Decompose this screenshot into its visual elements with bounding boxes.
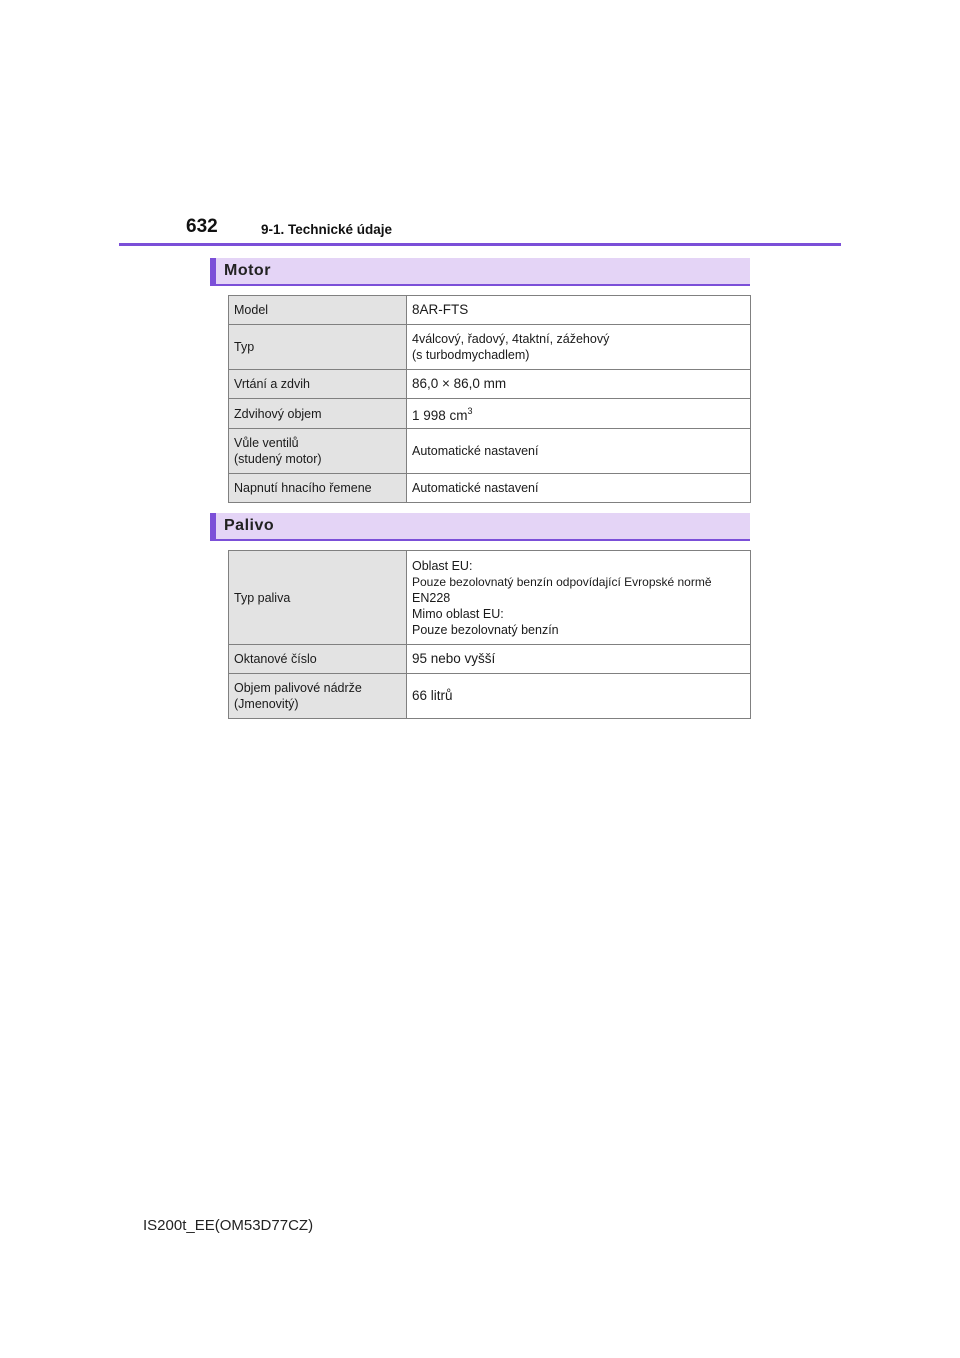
spec-value: 86,0 × 86,0 mm	[407, 370, 751, 399]
spec-label	[229, 674, 407, 719]
spec-label: Napnutí hnacího řemene	[229, 474, 407, 503]
table-row	[229, 551, 751, 645]
document-code: IS200t_EE(OM53D77CZ)	[143, 1217, 314, 1234]
value-line: EN228	[412, 590, 451, 605]
spec-value: Automatické nastavení	[407, 474, 751, 503]
table-row	[229, 645, 751, 674]
spec-label: Oktanové číslo	[229, 645, 407, 674]
value-line: Pouze bezolovnatý benzín	[412, 622, 559, 637]
value-line: 4válcový, řadový, 4taktní, zážehový	[412, 332, 610, 346]
spec-label: Typ paliva	[229, 551, 407, 645]
spec-label	[229, 429, 407, 474]
table-row	[229, 474, 751, 503]
section-header-motor	[210, 258, 750, 286]
spec-label: Vrtání a zdvih	[229, 370, 407, 399]
label-line: Vůle ventilů	[234, 436, 299, 450]
value-line: Oblast EU:	[412, 558, 473, 573]
motor-spec-table	[228, 295, 751, 503]
label-line: Objem palivové nádrže	[234, 681, 362, 695]
table-row	[229, 429, 751, 474]
spec-value	[407, 551, 751, 645]
section-title: Palivo	[224, 517, 275, 534]
superscript: 3	[467, 406, 473, 416]
spec-label: Zdvihový objem	[229, 399, 407, 429]
spec-value	[407, 325, 751, 370]
spec-value: 95 nebo vyšší	[407, 645, 751, 674]
spec-value: Automatické nastavení	[407, 429, 751, 474]
section-breadcrumb: 9-1. Technické údaje	[261, 222, 393, 237]
table-row	[229, 370, 751, 399]
palivo-spec-table	[228, 550, 751, 719]
value-line: (s turbodmychadlem)	[412, 348, 530, 362]
spec-label: Typ	[229, 325, 407, 370]
label-line: (studený motor)	[234, 452, 322, 466]
section-header-palivo	[210, 513, 750, 541]
table-row	[229, 325, 751, 370]
spec-label: Model	[229, 296, 407, 325]
table-row	[229, 399, 751, 429]
table-row	[229, 296, 751, 325]
value-line: Mimo oblast EU:	[412, 606, 504, 621]
label-line: (Jmenovitý)	[234, 697, 299, 711]
spec-value	[407, 399, 751, 429]
section-title: Motor	[224, 262, 271, 279]
spec-value: 8AR-FTS	[407, 296, 751, 325]
value-text: 1 998 cm	[412, 408, 468, 423]
table-row	[229, 674, 751, 719]
spec-value: 66 litrů	[407, 674, 751, 719]
page-number: 632	[186, 216, 218, 237]
header-rule	[119, 243, 841, 246]
value-line: Pouze bezolovnatý benzín odpovídající Evropské normě	[412, 574, 712, 589]
